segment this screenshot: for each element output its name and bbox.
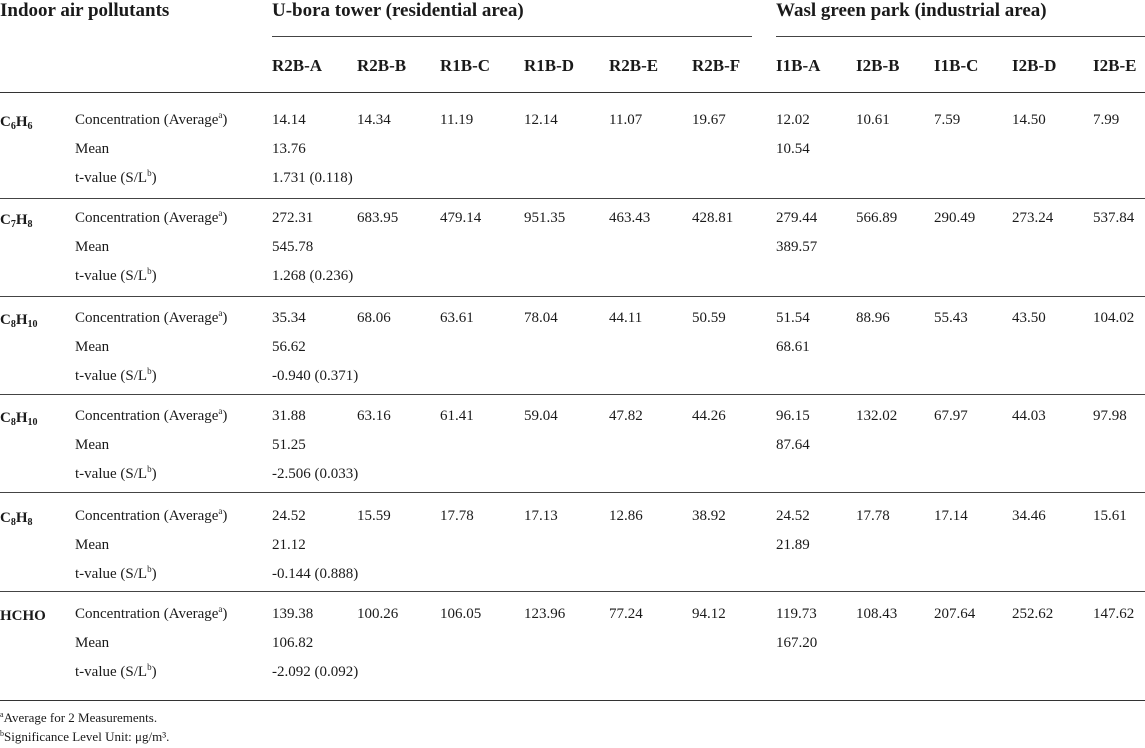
group-underline-industrial bbox=[776, 36, 1145, 37]
value-cell: 50.59 bbox=[692, 310, 726, 326]
row-separator bbox=[0, 492, 1145, 493]
pollutant-subscript: 7 bbox=[10, 219, 16, 230]
value-cell: 147.62 bbox=[1093, 606, 1135, 622]
value-cell: 132.02 bbox=[856, 408, 898, 424]
label-concentration bbox=[75, 112, 227, 129]
header-group-industrial: Wasl green park (industrial area) bbox=[776, 0, 1047, 21]
value-cell: 63.61 bbox=[440, 310, 474, 326]
value-cell: 108.43 bbox=[856, 606, 898, 622]
footnote-b-mark: b bbox=[0, 729, 4, 738]
footnote-mark-a: a bbox=[218, 406, 223, 416]
label-concentration-text: Concentration (Average bbox=[75, 112, 219, 128]
value-cell: 51.54 bbox=[776, 310, 810, 326]
footnote-a-text: Average for 2 Measurements. bbox=[3, 710, 158, 725]
pollutant-subscript: 6 bbox=[27, 121, 33, 132]
pollutant-part: HCHO bbox=[0, 608, 46, 624]
label-tvalue bbox=[75, 664, 157, 681]
mean-residential: 13.76 bbox=[272, 141, 306, 157]
value-cell: 100.26 bbox=[357, 606, 399, 622]
column-header-r1b-c: R1B-C bbox=[440, 56, 491, 75]
label-tvalue bbox=[75, 170, 157, 187]
t-value: 1.268 (0.236) bbox=[272, 268, 354, 284]
value-cell: 207.64 bbox=[934, 606, 976, 622]
label-tvalue bbox=[75, 466, 157, 483]
value-cell: 279.44 bbox=[776, 210, 818, 226]
t-value: -2.506 (0.033) bbox=[272, 466, 359, 482]
value-cell: 44.03 bbox=[1012, 408, 1046, 424]
value-cell: 106.05 bbox=[440, 606, 482, 622]
value-cell: 566.89 bbox=[856, 210, 898, 226]
label-tvalue bbox=[75, 268, 157, 285]
header-pollutants: Indoor air pollutants bbox=[0, 0, 170, 21]
mean-residential: 51.25 bbox=[272, 437, 306, 453]
label-concentration-close: ) bbox=[222, 310, 228, 326]
value-cell: 15.59 bbox=[357, 508, 391, 524]
pollutant-subscript: 8 bbox=[27, 219, 33, 230]
pollutant-part: H bbox=[15, 410, 28, 426]
value-cell: 123.96 bbox=[524, 606, 566, 622]
label-concentration-close: ) bbox=[222, 112, 228, 128]
label-concentration bbox=[75, 408, 227, 425]
value-cell: 31.88 bbox=[272, 408, 306, 424]
t-value: -0.144 (0.888) bbox=[272, 566, 359, 582]
value-cell: 537.84 bbox=[1093, 210, 1135, 226]
value-cell: 44.26 bbox=[692, 408, 726, 424]
value-cell: 17.14 bbox=[934, 508, 968, 524]
mean-industrial: 21.89 bbox=[776, 537, 810, 553]
group-underline-residential bbox=[272, 36, 752, 37]
label-concentration-close: ) bbox=[222, 508, 228, 524]
label-mean: Mean bbox=[75, 141, 110, 157]
label-tvalue bbox=[75, 368, 157, 385]
mean-residential: 106.82 bbox=[272, 635, 314, 651]
label-tvalue-text: t-value (S/L bbox=[75, 368, 148, 384]
column-header-i1b-a: I1B-A bbox=[776, 56, 821, 75]
label-mean: Mean bbox=[75, 537, 110, 553]
footnote-mark-a: a bbox=[218, 506, 223, 516]
mean-industrial: 10.54 bbox=[776, 141, 810, 157]
t-value: -2.092 (0.092) bbox=[272, 664, 359, 680]
value-cell: 59.04 bbox=[524, 408, 558, 424]
value-cell: 43.50 bbox=[1012, 310, 1046, 326]
pollutant-part: C bbox=[0, 312, 11, 328]
pollutant-part: C bbox=[0, 410, 11, 426]
row-separator bbox=[0, 591, 1145, 592]
pollutant-subscript: 10 bbox=[27, 319, 38, 330]
pollutant-name bbox=[0, 114, 33, 131]
mean-residential: 21.12 bbox=[272, 537, 306, 553]
value-cell: 55.43 bbox=[934, 310, 968, 326]
value-cell: 11.07 bbox=[609, 112, 643, 128]
label-tvalue-text: t-value (S/L bbox=[75, 566, 148, 582]
label-concentration-text: Concentration (Average bbox=[75, 310, 219, 326]
pollutant-part: C bbox=[0, 114, 11, 130]
label-tvalue-close: ) bbox=[151, 566, 157, 582]
pollutant-name bbox=[0, 510, 33, 527]
footnote-mark-b: b bbox=[147, 464, 152, 474]
value-cell: 15.61 bbox=[1093, 508, 1127, 524]
pollutant-subscript: 6 bbox=[10, 121, 16, 132]
header-rule bbox=[0, 92, 1145, 93]
value-cell: 104.02 bbox=[1093, 310, 1135, 326]
pollutant-subscript: 10 bbox=[27, 417, 38, 428]
label-concentration-close: ) bbox=[222, 408, 228, 424]
label-tvalue-close: ) bbox=[151, 170, 157, 186]
value-cell: 479.14 bbox=[440, 210, 482, 226]
label-tvalue-close: ) bbox=[151, 368, 157, 384]
t-value: -0.940 (0.371) bbox=[272, 368, 359, 384]
value-cell: 24.52 bbox=[776, 508, 810, 524]
label-tvalue-close: ) bbox=[151, 466, 157, 482]
label-tvalue-text: t-value (S/L bbox=[75, 466, 148, 482]
label-concentration-close: ) bbox=[222, 210, 228, 226]
row-separator bbox=[0, 296, 1145, 297]
pollutant-subscript: 8 bbox=[10, 517, 16, 528]
pollutant-part: C bbox=[0, 212, 11, 228]
value-cell: 7.99 bbox=[1093, 112, 1120, 128]
footnote-mark-b: b bbox=[147, 366, 152, 376]
column-header-i2b-e: I2B-E bbox=[1093, 56, 1137, 75]
footnote-b-text: Significance Level Unit: μg/m³. bbox=[4, 729, 170, 744]
value-cell: 14.50 bbox=[1012, 112, 1046, 128]
label-concentration bbox=[75, 606, 227, 623]
table-bottom-rule bbox=[0, 700, 1145, 701]
column-header-i2b-d: I2B-D bbox=[1012, 56, 1057, 75]
header-group-residential: U-bora tower (residential area) bbox=[272, 0, 524, 21]
value-cell: 252.62 bbox=[1012, 606, 1054, 622]
value-cell: 290.49 bbox=[934, 210, 976, 226]
value-cell: 63.16 bbox=[357, 408, 391, 424]
value-cell: 139.38 bbox=[272, 606, 314, 622]
value-cell: 67.97 bbox=[934, 408, 968, 424]
footnote-mark-b: b bbox=[147, 168, 152, 178]
label-mean: Mean bbox=[75, 635, 110, 651]
value-cell: 61.41 bbox=[440, 408, 474, 424]
label-concentration bbox=[75, 210, 227, 227]
value-cell: 11.19 bbox=[440, 112, 474, 128]
label-mean: Mean bbox=[75, 437, 110, 453]
value-cell: 7.59 bbox=[934, 112, 961, 128]
label-tvalue bbox=[75, 566, 157, 583]
column-header-r2b-b: R2B-B bbox=[357, 56, 407, 75]
mean-industrial: 87.64 bbox=[776, 437, 810, 453]
value-cell: 12.02 bbox=[776, 112, 810, 128]
value-cell: 47.82 bbox=[609, 408, 643, 424]
pollutant-part: C bbox=[0, 510, 11, 526]
value-cell: 38.92 bbox=[692, 508, 726, 524]
label-concentration-text: Concentration (Average bbox=[75, 210, 219, 226]
pollutant-part: H bbox=[15, 312, 28, 328]
mean-industrial: 389.57 bbox=[776, 239, 818, 255]
mean-industrial: 167.20 bbox=[776, 635, 818, 651]
value-cell: 17.78 bbox=[440, 508, 474, 524]
value-cell: 272.31 bbox=[272, 210, 314, 226]
mean-residential: 545.78 bbox=[272, 239, 314, 255]
value-cell: 463.43 bbox=[609, 210, 651, 226]
pollutant-name bbox=[0, 312, 38, 329]
value-cell: 17.78 bbox=[856, 508, 890, 524]
footnote-mark-a: a bbox=[218, 208, 223, 218]
footnote-a-mark: a bbox=[0, 710, 4, 719]
label-concentration-text: Concentration (Average bbox=[75, 508, 219, 524]
mean-residential: 56.62 bbox=[272, 339, 306, 355]
row-separator bbox=[0, 394, 1145, 395]
pollutant-subscript: 8 bbox=[10, 417, 16, 428]
pollutant-part: H bbox=[15, 212, 28, 228]
value-cell: 951.35 bbox=[524, 210, 566, 226]
column-header-r2b-a: R2B-A bbox=[272, 56, 323, 75]
pollutant-subscript: 8 bbox=[10, 319, 16, 330]
label-concentration bbox=[75, 508, 227, 525]
label-tvalue-close: ) bbox=[151, 268, 157, 284]
value-cell: 68.06 bbox=[357, 310, 391, 326]
pollutant-name bbox=[0, 410, 38, 427]
value-cell: 17.13 bbox=[524, 508, 558, 524]
column-header-i1b-c: I1B-C bbox=[934, 56, 979, 75]
pollutant-part: H bbox=[15, 114, 28, 130]
value-cell: 94.12 bbox=[692, 606, 726, 622]
label-concentration bbox=[75, 310, 227, 327]
row-separator bbox=[0, 198, 1145, 199]
pollutant-name bbox=[0, 608, 46, 625]
value-cell: 34.46 bbox=[1012, 508, 1046, 524]
value-cell: 119.73 bbox=[776, 606, 817, 622]
value-cell: 14.14 bbox=[272, 112, 306, 128]
footnote-mark-a: a bbox=[218, 110, 223, 120]
value-cell: 273.24 bbox=[1012, 210, 1054, 226]
footnote-a bbox=[0, 710, 157, 726]
column-header-r2b-e: R2B-E bbox=[609, 56, 659, 75]
value-cell: 44.11 bbox=[609, 310, 643, 326]
value-cell: 683.95 bbox=[357, 210, 399, 226]
value-cell: 428.81 bbox=[692, 210, 734, 226]
footnote-mark-b: b bbox=[147, 266, 152, 276]
value-cell: 97.98 bbox=[1093, 408, 1127, 424]
value-cell: 88.96 bbox=[856, 310, 890, 326]
label-tvalue-text: t-value (S/L bbox=[75, 170, 148, 186]
value-cell: 24.52 bbox=[272, 508, 306, 524]
label-tvalue-close: ) bbox=[151, 664, 157, 680]
label-concentration-text: Concentration (Average bbox=[75, 606, 219, 622]
label-concentration-text: Concentration (Average bbox=[75, 408, 219, 424]
label-mean: Mean bbox=[75, 339, 110, 355]
value-cell: 96.15 bbox=[776, 408, 810, 424]
column-header-r1b-d: R1B-D bbox=[524, 56, 575, 75]
value-cell: 78.04 bbox=[524, 310, 558, 326]
value-cell: 12.86 bbox=[609, 508, 643, 524]
pollutant-part: H bbox=[15, 510, 28, 526]
label-tvalue-text: t-value (S/L bbox=[75, 664, 148, 680]
pollutant-name bbox=[0, 212, 33, 229]
footnote-mark-a: a bbox=[218, 604, 223, 614]
value-cell: 77.24 bbox=[609, 606, 643, 622]
t-value: 1.731 (0.118) bbox=[272, 170, 353, 186]
label-concentration-close: ) bbox=[222, 606, 228, 622]
value-cell: 35.34 bbox=[272, 310, 306, 326]
value-cell: 19.67 bbox=[692, 112, 726, 128]
label-mean: Mean bbox=[75, 239, 110, 255]
footnote-mark-b: b bbox=[147, 564, 152, 574]
footnote-b bbox=[0, 729, 169, 745]
footnote-mark-a: a bbox=[218, 308, 223, 318]
value-cell: 10.61 bbox=[856, 112, 890, 128]
column-header-i2b-b: I2B-B bbox=[856, 56, 900, 75]
footnote-mark-b: b bbox=[147, 662, 152, 672]
label-tvalue-text: t-value (S/L bbox=[75, 268, 148, 284]
value-cell: 14.34 bbox=[357, 112, 391, 128]
column-header-r2b-f: R2B-F bbox=[692, 56, 741, 75]
value-cell: 12.14 bbox=[524, 112, 558, 128]
pollutant-subscript: 8 bbox=[27, 517, 33, 528]
mean-industrial: 68.61 bbox=[776, 339, 810, 355]
